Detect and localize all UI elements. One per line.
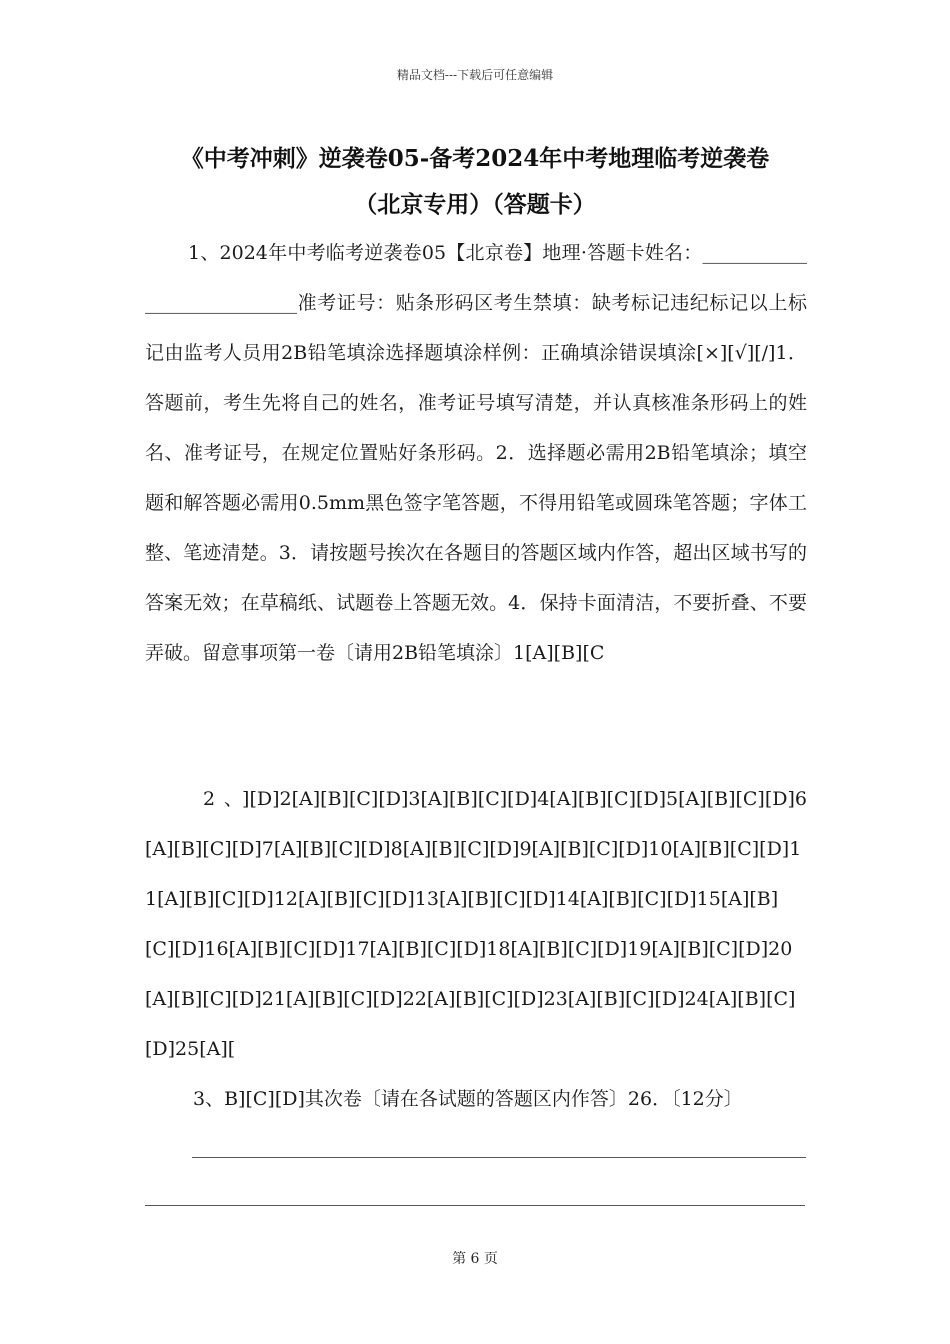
header-note: 精品文档---下载后可任意编辑 (396, 68, 554, 82)
document-title-line-2: （北京专用）（答题卡） (354, 191, 596, 218)
page-number: 第 6 页 (452, 1251, 498, 1267)
answer-line-1 (192, 1157, 806, 1158)
paragraph-2-choice-options: 2、][D]2[A][B][C][D]3[A][B][C][D]4[A][B][C][D]5[A][B][C][D]6[A][B][C][D]7[A][B][C][D]8[A][B][C][D]9[A][B][C][D]10[A][B][C][D]11[A][B][C][D]12[A][B][C][D]13[A][B][C][D]14[A][B][C][D]15[A][B][C][D]16[A][B][C][D]17[A][B][C][D]18[A][B][C][D]19[A][B][C][D]20[A][B][C][D]21[A][B][C][D]22[A][B][C][D]23[A][B][C][D]24[A][B][C][D]25[A][ (145, 788, 807, 1060)
document-title-line-1: 《中考冲刺》逆袭卷05-备考2024年中考地理临考逆袭卷 (180, 145, 770, 172)
answer-line-2 (145, 1205, 805, 1206)
paragraph-3-section-two: 3、B][C][D]其次卷〔请在各试题的答题区内作答〕26．〔12分〕 (193, 1088, 743, 1110)
paragraph-1-instructions: 1、2024年中考临考逆袭卷05【北京卷】地理·答题卡姓名：___________________________准考证号：贴条形码区考生禁填：缺考标记违纪标记以上标记由监考人员用2B铅笔填涂选择题填涂样例：正确填涂错误填涂[×][√][/]1．答题前，考生先将自己的姓名，准考证号填写清楚，并认真核准条形码上的姓名、准考证号，在规定位置贴好条形码。2．选择题必需用2B铅笔填涂；填空题和解答题必需用0.5mm黑色签字笔答题，不得用铅笔或圆珠笔答题；字体工整、笔迹清楚。3．请按题号挨次在各题目的答题区域内作答，超出区域书写的答案无效；在草稿纸、试题卷上答题无效。4．保持卡面清洁，不要折叠、不要弄破。留意事项第一卷〔请用2B铅笔填涂〕1[A][B][C (145, 242, 807, 664)
